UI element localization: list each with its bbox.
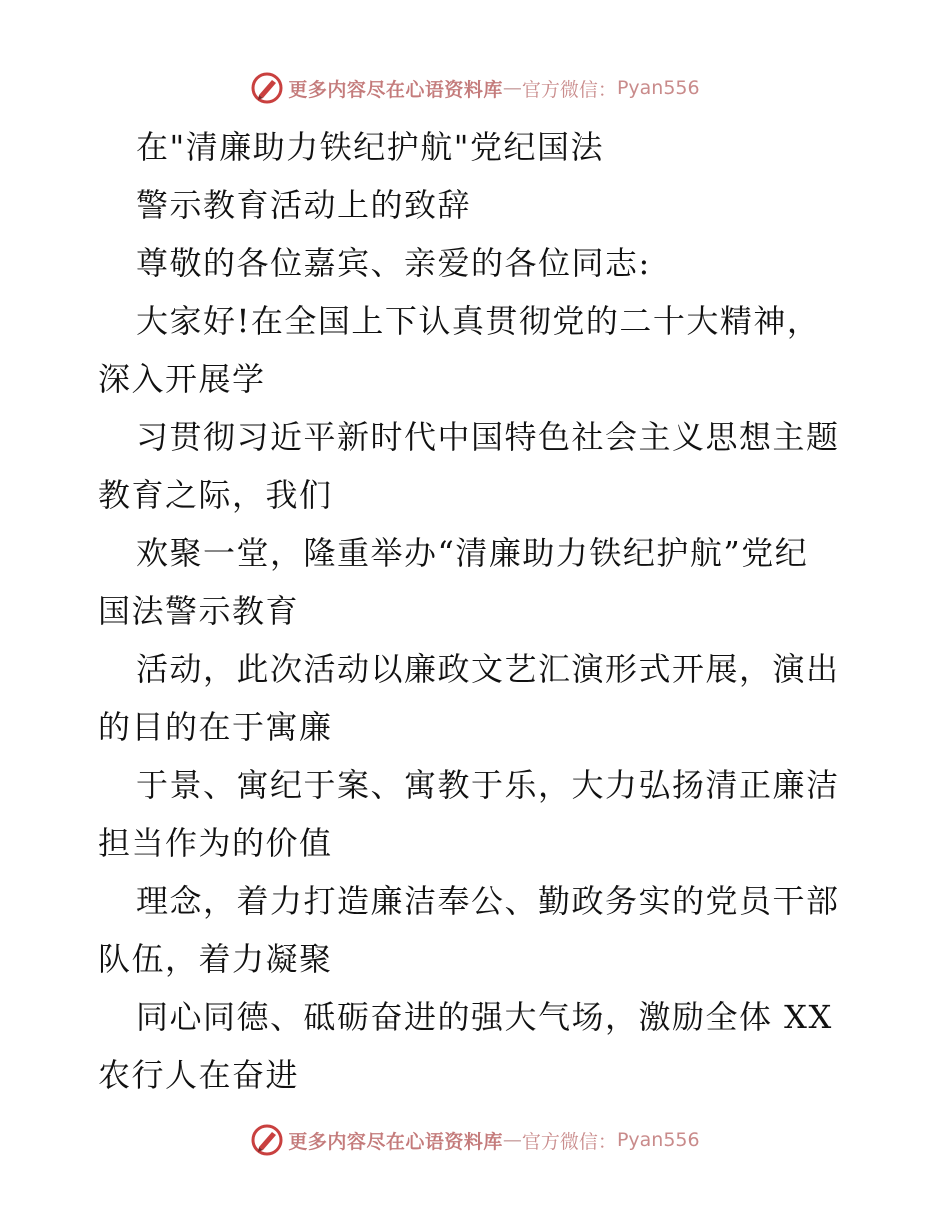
- document-line: 担当作为的价值: [98, 824, 333, 862]
- document-line: 尊敬的各位嘉宾、亲爱的各位同志:: [136, 244, 651, 282]
- watermark-main-text: 更多内容尽在心语资料库: [288, 78, 503, 101]
- document-line: 理念，着力打造廉洁奉公、勤政务实的党员干部: [136, 882, 840, 920]
- document-line: 在"清廉助力铁纪护航"党纪国法: [136, 128, 604, 166]
- document-line: 深入开展学: [98, 360, 266, 398]
- document-line: 国法警示教育: [98, 592, 300, 630]
- document-line: 农行人在奋进: [98, 1056, 300, 1094]
- document-line: 活动，此次活动以廉政文艺汇演形式开展，演出: [136, 650, 840, 688]
- watermark-wechat-id: Pyan556: [616, 77, 700, 99]
- document-line: 习贯彻习近平新时代中国特色社会主义思想主题: [136, 418, 840, 456]
- watermark-separator: —: [502, 77, 522, 99]
- footer-watermark: [0, 1120, 950, 1160]
- watermark-separator: —: [502, 1129, 522, 1151]
- document-line: 大家好!在全国上下认真贯彻党的二十大精神，: [136, 302, 821, 340]
- document-line: 欢聚一堂，隆重举办“清廉助力铁纪护航”党纪: [136, 534, 809, 572]
- header-watermark: [0, 68, 950, 108]
- watermark-wechat-label: 官方微信：: [521, 1130, 617, 1153]
- watermark-wechat-id: Pyan556: [616, 1129, 700, 1151]
- document-line: 的目的在于寓廉: [98, 708, 333, 746]
- document-line: 教育之际，我们: [98, 476, 333, 514]
- red-circle-pen-logo-icon: [250, 71, 284, 105]
- watermark-wechat-label: 官方微信：: [521, 78, 617, 101]
- document-body: [98, 118, 858, 1104]
- red-circle-pen-logo-icon: [250, 1123, 284, 1157]
- document-line: 队伍，着力凝聚: [98, 940, 333, 978]
- document-line: 警示教育活动上的致辞: [136, 186, 472, 224]
- document-line: 于景、寓纪于案、寓教于乐，大力弘扬清正廉洁: [136, 766, 840, 804]
- watermark-main-text: 更多内容尽在心语资料库: [288, 1130, 503, 1153]
- document-line: 同心同德、砥砺奋进的强大气场，激励全体 XX: [136, 998, 833, 1036]
